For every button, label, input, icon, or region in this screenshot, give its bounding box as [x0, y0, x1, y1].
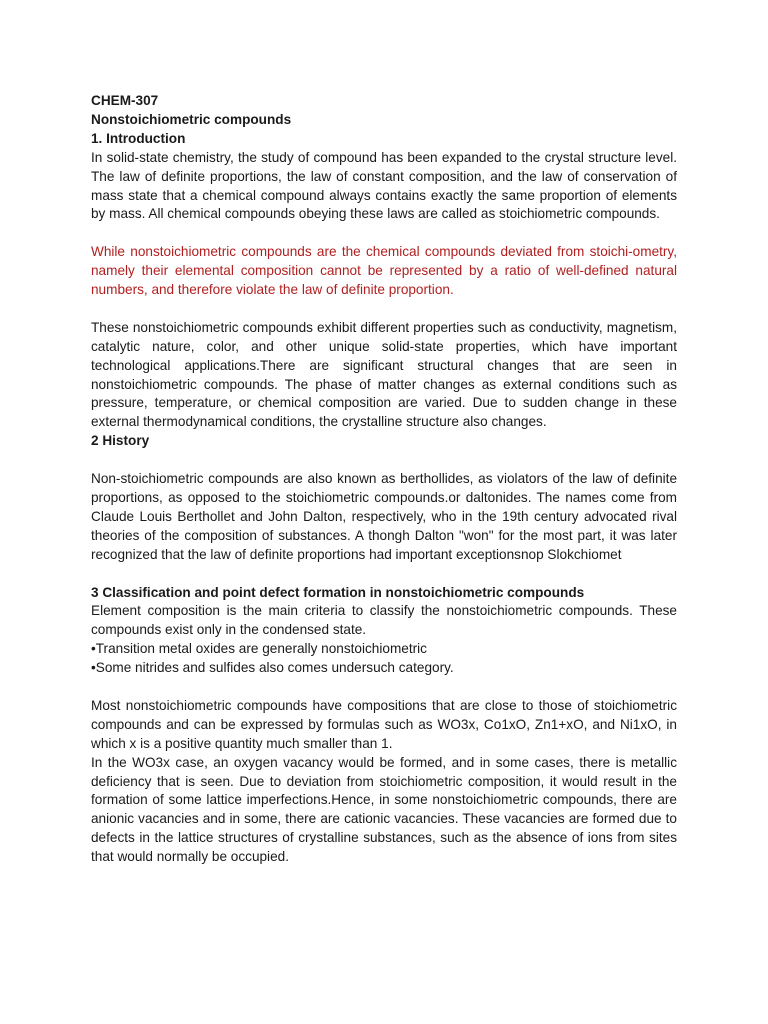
- course-code: CHEM-307: [91, 93, 159, 108]
- section-heading-introduction: 1. Introduction: [91, 130, 186, 146]
- classification-paragraph-1: Element composition is the main criteria to classify the nonstoichiometric compounds. These compounds exist only in the condensed state.: [91, 603, 677, 638]
- classification-paragraph-3: In the WO3x case, an oxygen vacancy would be formed, and in some cases, there is metallic deficiency that is seen. Due to deviation from stoichiometric composition, it would result in the formation of some lattice imperfections.Hence, in some nonstoichiometric compounds, there are anionic vacancies and in some, there are cationic vacancies. These vacancies are formed due to defects in the lattice structures of crystalline substances, such as the absence of ions from sites that would normally be occupied.: [91, 754, 677, 865]
- introduction-paragraph-1: In solid-state chemistry, the study of compound has been expanded to the crystal structure level. The law of definite proportions, the law of constant composition, and the law of conservation of mass state that a chemical compound always contains exactly the same proportion of elements by mass. All chemical compounds obeying these laws are called as stoichiometric compounds.: [91, 149, 677, 222]
- bullet-item: •Transition metal oxides are generally nonstoichiometric: [91, 641, 427, 657]
- paragraph-spacer: [91, 451, 677, 470]
- paragraph-spacer: [91, 678, 677, 697]
- section-heading-classification: 3 Classification and point defect formation in nonstoichiometric compounds: [91, 584, 585, 600]
- classification-paragraph-2: Most nonstoichiometric compounds have compositions that are close to those of stoichiometric compounds and can be expressed by formulas such as WO3x, Co1xO, Zn1+xO, and Ni1xO, in which x is a positive quantity much smaller than 1.: [91, 697, 677, 751]
- section-heading-history: 2 History: [91, 433, 150, 449]
- bullet-item: •Some nitrides and sulfides also comes undersuch category.: [91, 660, 454, 676]
- history-paragraph: Non-stoichiometric compounds are also known as berthollides, as violators of the law of definite proportions, as opposed to the stoichiometric compounds.or daltonides. The names come from Claude Louis Berthollet and John Dalton, respectively, who in the 19th century advocated rival theories of the composition of substances. A thongh Dalton "won" for the most part, it was later recognized that the law of definite proportions had important exceptionsnop Slokchiomet: [91, 471, 677, 562]
- paragraph-spacer: [91, 565, 677, 584]
- introduction-paragraph-3: These nonstoichiometric compounds exhibit different properties such as conductivity, magnetism, catalytic nature, color, and other unique solid-state properties, which have important technological applications.There are significant structural changes that are seen in nonstoichiometric compounds. The phase of matter changes as external conditions such as pressure, temperature, or chemical composition are varied. Due to sudden change in these external thermodynamical conditions, the crystalline structure also changes.: [91, 319, 677, 430]
- document-title: Nonstoichiometric compounds: [91, 111, 292, 127]
- introduction-highlight-paragraph: While nonstoichiometric compounds are the chemical compounds deviated from stoichi-ometry, namely their elemental composition cannot be represented by a ratio of well-defined natural numbers, and therefore violate the law of definite proportion.: [91, 244, 677, 298]
- paragraph-spacer: [91, 224, 677, 243]
- document-page: [91, 92, 677, 867]
- paragraph-spacer: [91, 300, 677, 319]
